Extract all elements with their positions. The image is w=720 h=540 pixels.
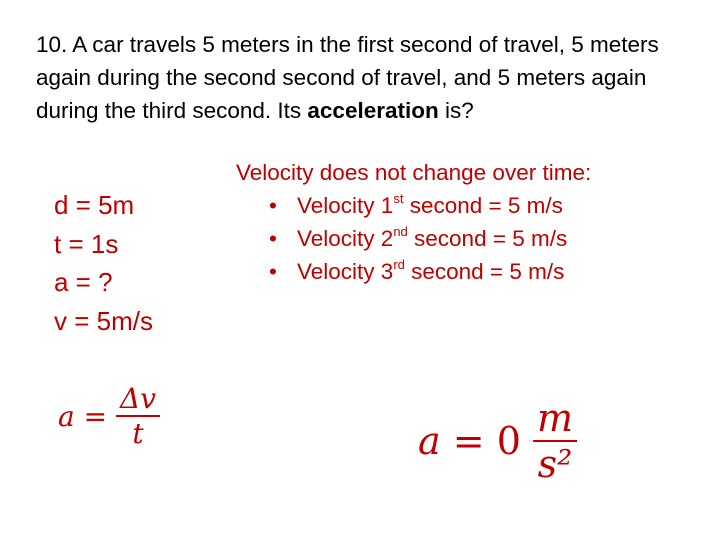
result-equals: = — [452, 419, 485, 463]
bullet-icon: • — [269, 226, 277, 251]
givens-list — [54, 186, 153, 340]
question-text-after: is? — [438, 98, 474, 123]
question-text-before: 10. A car travels 5 meters in the first second of travel, 5 meters again during the second second of travel, and 5 meters again during the third second. Its — [36, 32, 659, 123]
result-lhs: a — [418, 419, 441, 463]
acceleration-result — [418, 396, 577, 486]
given-time: t = 1s — [54, 228, 119, 259]
velocity-item-after: second = 5 m/s — [404, 259, 565, 284]
acceleration-formula — [58, 382, 160, 450]
velocity-item-before: Velocity 3 — [297, 259, 394, 284]
velocity-explanation — [236, 156, 696, 288]
bullet-icon: • — [269, 193, 277, 218]
velocity-item-after: second = 5 m/s — [407, 226, 568, 251]
velocity-item-before: Velocity 2 — [297, 226, 394, 251]
given-distance: d = 5m — [54, 190, 135, 220]
result-unit-fraction — [533, 396, 577, 486]
velocity-item — [236, 255, 696, 288]
formula-numerator: Δv — [119, 382, 157, 415]
formula-lhs: a — [58, 399, 75, 433]
velocity-bullet-list — [236, 189, 696, 288]
velocity-heading: Velocity does not change over time: — [236, 160, 592, 185]
given-velocity: v = 5m/s — [54, 305, 153, 336]
velocity-item — [236, 189, 696, 222]
given-acceleration: a = ? — [54, 267, 113, 297]
velocity-item-ordinal: st — [393, 191, 404, 206]
velocity-item — [236, 222, 696, 255]
formula-equals: = — [83, 399, 108, 433]
result-numerator: m — [536, 396, 574, 440]
velocity-item-before: Velocity 1 — [297, 193, 394, 218]
formula-fraction — [116, 382, 160, 450]
velocity-item-ordinal: nd — [393, 224, 408, 239]
formula-denominator: t — [116, 415, 160, 450]
velocity-item-ordinal: rd — [393, 257, 405, 272]
question-text — [36, 28, 696, 127]
velocity-item-after: second = 5 m/s — [403, 193, 563, 218]
result-denominator: s² — [533, 440, 577, 486]
question-bold-word: acceleration — [307, 98, 439, 123]
result-value: 0 — [496, 419, 521, 463]
bullet-icon: • — [269, 259, 277, 284]
